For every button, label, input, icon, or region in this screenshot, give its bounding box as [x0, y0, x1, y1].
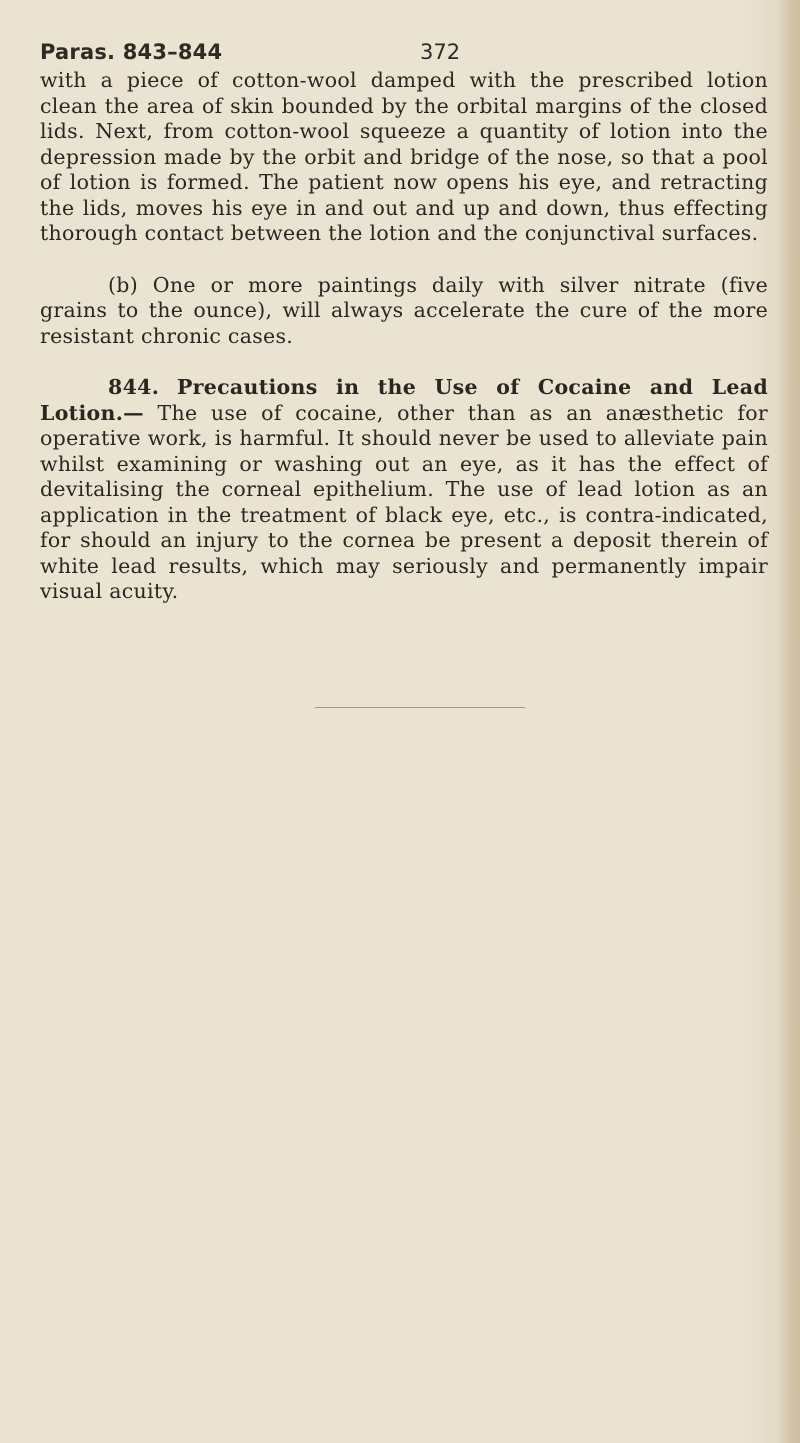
section-body: The use of cocaine, other than as an anæsthetic for operative work, is harmful. It should never be used to alleviate pain whilst examining or washing out an eye, as it has the effect of devitalising the corneal epithelium. The use of lead lotion as an application in the treatment of black eye, etc., is contra-indicated, for should an injury to the cornea be present a deposit therein of white lead results, which may seriously and permanently impair visual acuity.: [40, 400, 768, 603]
section-number: 844.: [108, 375, 160, 399]
paragraph-silver-nitrate: (b) One or more paintings daily with silver nitrate (five grains to the ounce), will always accelerate the cure of the more resistant chronic cases.: [40, 272, 768, 348]
page-edge-shadow: [778, 0, 800, 1443]
paragraph-continued: with a piece of cotton-wool damped with the prescribed lotion clean the area of skin bounded by the orbital margins of the closed lids. Next, from cotton-wool squeeze a quantity of lotion into the depression made by the orbit and bridge of the nose, so that a pool of lotion is formed. The patient now opens his eye, and retracting the lids, moves his eye in and out and up and down, thus effecting thorough contact between the lotion and the conjunctival surfaces.: [40, 68, 768, 245]
running-header: [40, 40, 760, 68]
body-text: [40, 68, 768, 605]
section-title: Precautions in the Use of Cocaine and Lead Lotion.—: [40, 375, 768, 425]
page-number: 372: [420, 40, 461, 64]
section-844: [40, 375, 768, 605]
paragraph-range-label: Paras. 843–844: [40, 40, 223, 64]
end-rule-divider: [315, 707, 525, 708]
